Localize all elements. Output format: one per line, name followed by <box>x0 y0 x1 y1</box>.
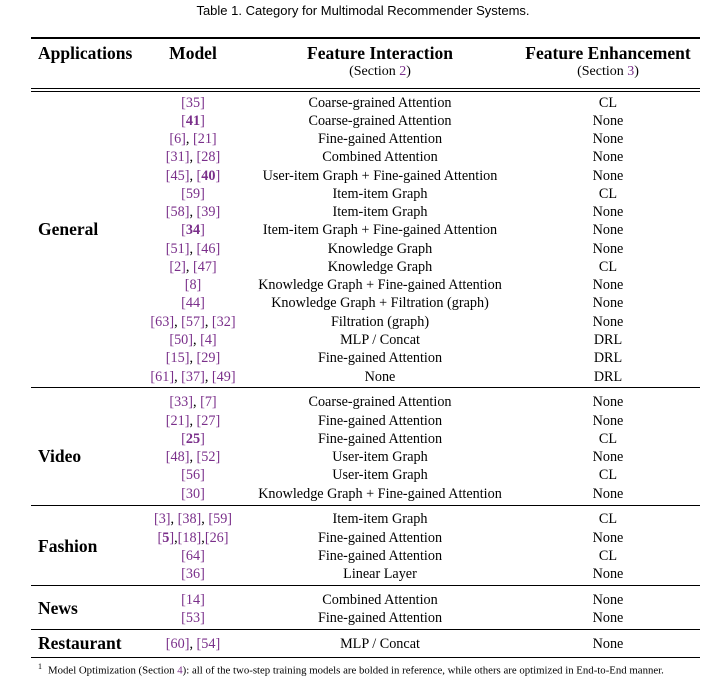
citation-bracket: ] <box>215 204 221 220</box>
citation-bracket: [ <box>181 222 186 238</box>
citation-bracket: ] <box>211 394 217 410</box>
citation-bracket: [ <box>196 241 202 257</box>
citation-bracket: [ <box>181 566 186 582</box>
citation-bracket: ] <box>169 369 175 385</box>
bottom-rule <box>31 657 700 658</box>
citation-bracket: [ <box>153 511 159 527</box>
citation-link[interactable]: 54 <box>201 636 216 652</box>
feature-interaction-cell: Combined Attention <box>322 149 438 165</box>
citation-bracket: ] <box>188 394 193 410</box>
citation-bracket: [ <box>165 204 171 220</box>
citation-bracket: ] <box>181 131 186 147</box>
feature-enhancement-cell: None <box>592 566 624 582</box>
citation-bracket: [ <box>200 332 205 348</box>
feature-interaction-cell: Fine-gained Attention <box>317 350 443 366</box>
citation-bracket: ] <box>215 168 221 184</box>
feature-enhancement-cell: DRL <box>593 350 623 366</box>
top-rule <box>31 37 700 39</box>
feature-enhancement-cell: CL <box>598 186 618 202</box>
feature-enhancement-cell: None <box>592 295 624 311</box>
citation-bracket: ] <box>200 295 205 311</box>
feature-enhancement-cell: CL <box>598 431 618 447</box>
citation-bracket: [ <box>184 277 190 293</box>
citation-bracket: ] <box>181 259 186 275</box>
citation-bracket: ] <box>230 314 236 330</box>
citation-link[interactable]: 30 <box>185 486 201 502</box>
citation-link[interactable]: 27 <box>201 413 216 429</box>
model-refs: [15], [29] <box>165 350 221 366</box>
citation-link[interactable]: 53 <box>185 610 201 626</box>
header-feature-enhancement: Feature Enhancement <box>525 43 691 63</box>
header-double-rule-1 <box>31 88 700 89</box>
citation-bracket: [ <box>181 486 186 502</box>
citation-bracket: ] <box>169 314 175 330</box>
citation-bracket: [ <box>169 394 175 410</box>
citation-bracket: [ <box>165 149 171 165</box>
application-label: Restaurant <box>38 633 122 653</box>
citation-bracket: ] <box>200 592 205 608</box>
feature-interaction-cell: User-item Graph + Fine-gained Attention <box>262 168 498 184</box>
citation-link[interactable]: 32 <box>216 314 231 330</box>
citation-link[interactable]: 5 <box>162 530 170 546</box>
citation-link[interactable]: 57 <box>185 314 201 330</box>
citation-bracket: ] <box>196 277 202 293</box>
application-label: News <box>38 598 78 618</box>
citation-bracket: [ <box>196 413 202 429</box>
model-refs: [6], [21] <box>169 131 217 147</box>
citation-link[interactable]: 49 <box>216 369 231 385</box>
citation-link[interactable]: 31 <box>170 149 185 165</box>
model-refs: [3], [38], [59] <box>153 511 233 527</box>
citation-bracket: ] <box>200 314 205 330</box>
section-link[interactable]: 2 <box>399 64 407 79</box>
citation-bracket: ] <box>200 566 205 582</box>
citation-bracket: [ <box>177 530 183 546</box>
citation-link[interactable]: 8 <box>189 277 197 293</box>
feature-enhancement-cell: DRL <box>593 332 623 348</box>
header-applications: Applications <box>38 43 133 63</box>
citation-link[interactable]: 4 <box>204 332 212 348</box>
model-refs <box>147 185 239 203</box>
model-refs <box>147 430 239 448</box>
group-separator-rule <box>31 585 700 586</box>
application-label: Video <box>38 446 82 466</box>
citation-link[interactable]: 40 <box>201 168 216 184</box>
citation-bracket: [ <box>181 113 186 129</box>
citation-bracket: ] <box>200 431 205 447</box>
citation-bracket: [ <box>193 131 198 147</box>
model-refs <box>147 547 239 565</box>
feature-interaction-cell: Filtration (graph) <box>330 314 430 330</box>
citation-bracket: ] <box>188 332 193 348</box>
citation-bracket: [ <box>196 449 202 465</box>
citation-bracket: ] <box>165 511 171 527</box>
citation-bracket: ] <box>200 548 205 564</box>
citation-bracket: ] <box>211 131 217 147</box>
citation-bracket: ] <box>215 413 221 429</box>
header-double-rule-2 <box>31 91 700 92</box>
feature-enhancement-cell: None <box>592 168 624 184</box>
model-refs: [21], [27] <box>165 413 221 429</box>
citation-bracket: [ <box>165 636 171 652</box>
citation-link[interactable]: 45 <box>170 168 185 184</box>
feature-interaction-cell: Fine-gained Attention <box>317 548 443 564</box>
footnote: $^1$ Model Optimization (Section 4): all of the two-step training models are bolded in reference, while others are optimized in End-to-End manner. <box>38 662 664 677</box>
citation-bracket: ] <box>227 511 233 527</box>
citation-bracket: [ <box>211 369 217 385</box>
feature-interaction-cell: None <box>364 369 396 385</box>
citation-bracket: ] <box>196 511 202 527</box>
citation-bracket: ] <box>200 113 205 129</box>
feature-enhancement-cell: CL <box>598 548 618 564</box>
feature-enhancement-cell: None <box>592 636 624 652</box>
citation-link[interactable]: 21 <box>197 131 212 147</box>
citation-link[interactable]: 33 <box>174 394 189 410</box>
citation-link[interactable]: 61 <box>155 369 170 385</box>
feature-interaction-cell: MLP / Concat <box>340 332 420 348</box>
model-refs: [50], [4] <box>169 332 217 348</box>
citation-link[interactable]: 52 <box>201 449 216 465</box>
feature-enhancement-cell: None <box>592 131 624 147</box>
citation-bracket: [ <box>196 149 202 165</box>
section-link[interactable]: 4 <box>177 664 183 677</box>
feature-enhancement-cell: None <box>592 486 624 502</box>
feature-interaction-cell: Knowledge Graph + Fine-gained Attention <box>258 486 502 502</box>
model-refs <box>147 485 239 503</box>
feature-enhancement-cell: None <box>592 113 624 129</box>
citation-link[interactable]: 37 <box>185 369 201 385</box>
citation-bracket: ] <box>215 449 221 465</box>
citation-bracket: [ <box>150 369 156 385</box>
feature-interaction-cell: Knowledge Graph + Filtration (graph) <box>271 295 489 311</box>
citation-link[interactable]: 29 <box>201 350 216 366</box>
header-feature-interaction-section: (Section 2) <box>349 64 411 79</box>
citation-bracket: ] <box>200 95 205 111</box>
feature-interaction-cell: Coarse-grained Attention <box>308 394 452 410</box>
citation-bracket: [ <box>169 332 175 348</box>
model-refs <box>147 112 239 130</box>
model-refs: [63], [57], [32] <box>150 314 236 330</box>
feature-interaction-cell: Knowledge Graph + Fine-gained Attention <box>258 277 502 293</box>
citation-bracket: [ <box>181 314 186 330</box>
citation-link[interactable]: 38 <box>182 511 197 527</box>
citation-bracket: ] <box>184 449 190 465</box>
citation-bracket: [ <box>177 511 183 527</box>
feature-interaction-cell: Linear Layer <box>343 566 417 582</box>
citation-bracket: ] <box>184 350 190 366</box>
citation-bracket: [ <box>165 413 171 429</box>
feature-interaction-cell: Knowledge Graph <box>327 259 433 275</box>
citation-link[interactable]: 14 <box>185 592 201 608</box>
citation-bracket: ] <box>184 413 190 429</box>
feature-enhancement-cell: None <box>592 592 624 608</box>
feature-enhancement-cell: CL <box>598 259 618 275</box>
feature-enhancement-cell: None <box>592 413 624 429</box>
citation-link[interactable]: 58 <box>170 204 185 220</box>
citation-link[interactable]: 28 <box>201 149 216 165</box>
group-separator-rule <box>31 629 700 630</box>
citation-link[interactable]: 2 <box>174 259 182 275</box>
model-refs <box>147 609 239 627</box>
group-separator-rule <box>31 505 700 506</box>
feature-interaction-cell: Fine-gained Attention <box>317 530 443 546</box>
citation-bracket: ] <box>196 530 202 546</box>
feature-interaction-cell: Combined Attention <box>322 592 438 608</box>
citation-bracket: ] <box>215 149 221 165</box>
citation-link[interactable]: 48 <box>170 449 185 465</box>
model-refs <box>147 276 239 294</box>
citation-bracket: ] <box>184 636 190 652</box>
citation-link[interactable]: 63 <box>155 314 170 330</box>
citation-bracket: ] <box>200 486 205 502</box>
citation-bracket: [ <box>169 259 175 275</box>
citation-bracket: [ <box>165 350 171 366</box>
citation-link[interactable]: 56 <box>185 467 201 483</box>
citation-bracket: [ <box>208 511 214 527</box>
feature-interaction-cell: User-item Graph <box>332 449 428 465</box>
citation-bracket: ] <box>184 168 190 184</box>
citation-bracket: [ <box>157 530 163 546</box>
citation-bracket: [ <box>193 259 198 275</box>
citation-bracket: ] <box>215 636 221 652</box>
citation-bracket: [ <box>196 168 202 184</box>
model-refs: [48], [52] <box>165 449 221 465</box>
feature-enhancement-cell: None <box>592 394 624 410</box>
header-feature-enhancement-section: (Section 3) <box>577 64 639 79</box>
citation-bracket: ] <box>230 369 236 385</box>
feature-interaction-cell: Fine-gained Attention <box>317 131 443 147</box>
model-refs <box>147 221 239 239</box>
citation-bracket: [ <box>196 204 202 220</box>
citation-link[interactable]: 51 <box>170 241 185 257</box>
feature-interaction-cell: Item-item Graph <box>332 186 428 202</box>
section-link[interactable]: 3 <box>627 64 635 79</box>
feature-interaction-cell: Fine-gained Attention <box>317 610 443 626</box>
application-label: General <box>38 219 99 239</box>
citation-link[interactable]: 50 <box>174 332 189 348</box>
feature-interaction-cell: Knowledge Graph <box>327 241 433 257</box>
citation-link[interactable]: 47 <box>197 259 212 275</box>
citation-bracket: [ <box>181 95 186 111</box>
citation-bracket: ] <box>200 186 205 202</box>
feature-enhancement-cell: None <box>592 449 624 465</box>
citation-bracket: [ <box>200 394 205 410</box>
model-refs <box>147 94 239 112</box>
model-refs: [58], [39] <box>165 204 221 220</box>
feature-enhancement-cell: None <box>592 610 624 626</box>
feature-enhancement-cell: CL <box>598 467 618 483</box>
model-refs <box>147 466 239 484</box>
citation-bracket: ] <box>169 530 175 546</box>
citation-bracket: [ <box>181 431 186 447</box>
model-refs: [31], [28] <box>165 149 221 165</box>
citation-bracket: ] <box>184 149 190 165</box>
header-model: Model <box>169 43 217 63</box>
model-refs <box>147 591 239 609</box>
feature-interaction-cell: MLP / Concat <box>340 636 420 652</box>
feature-interaction-cell: Item-item Graph <box>332 511 428 527</box>
citation-link[interactable]: 25 <box>185 431 201 447</box>
citation-bracket: [ <box>165 449 171 465</box>
citation-bracket: ] <box>215 241 221 257</box>
feature-interaction-cell: Coarse-grained Attention <box>308 95 452 111</box>
model-refs <box>147 565 239 583</box>
citation-bracket: ] <box>211 332 217 348</box>
citation-link[interactable]: 59 <box>185 186 201 202</box>
feature-enhancement-cell: None <box>592 204 624 220</box>
feature-enhancement-cell: CL <box>598 95 618 111</box>
citation-link[interactable]: 46 <box>201 241 216 257</box>
citation-bracket: [ <box>204 530 210 546</box>
feature-enhancement-cell: None <box>592 222 624 238</box>
model-refs: [45], [40] <box>165 168 221 184</box>
citation-bracket: [ <box>181 548 186 564</box>
citation-link[interactable]: 34 <box>185 222 201 238</box>
citation-link[interactable]: 6 <box>174 131 182 147</box>
model-refs: [61], [37], [49] <box>150 369 236 385</box>
citation-bracket: [ <box>211 314 217 330</box>
citation-bracket: [ <box>165 168 171 184</box>
model-refs <box>147 294 239 312</box>
citation-bracket: [ <box>196 636 202 652</box>
citation-link[interactable]: 26 <box>209 530 224 546</box>
citation-bracket: ] <box>223 530 229 546</box>
citation-bracket: [ <box>165 241 171 257</box>
model-refs: [5],[18],[26] <box>157 530 229 546</box>
feature-enhancement-cell: DRL <box>593 369 623 385</box>
citation-bracket: ] <box>184 241 190 257</box>
citation-link[interactable]: 15 <box>170 350 185 366</box>
feature-interaction-cell: Fine-gained Attention <box>317 413 443 429</box>
citation-link[interactable]: 64 <box>185 548 201 564</box>
citation-link[interactable]: 36 <box>185 566 201 582</box>
feature-enhancement-cell: None <box>592 241 624 257</box>
citation-bracket: ] <box>211 259 217 275</box>
feature-enhancement-cell: CL <box>598 511 618 527</box>
citation-bracket: [ <box>181 186 186 202</box>
citation-bracket: ] <box>200 467 205 483</box>
citation-bracket: [ <box>181 369 186 385</box>
citation-link[interactable]: 3 <box>158 511 166 527</box>
citation-bracket: ] <box>215 350 221 366</box>
feature-enhancement-cell: None <box>592 277 624 293</box>
group-separator-rule <box>31 387 700 388</box>
citation-link[interactable]: 21 <box>170 413 185 429</box>
model-refs: [51], [46] <box>165 241 221 257</box>
application-label: Fashion <box>38 536 98 556</box>
feature-interaction-cell: Item-item Graph <box>332 204 428 220</box>
citation-link[interactable]: 60 <box>170 636 185 652</box>
citation-bracket: ] <box>200 610 205 626</box>
header-feature-interaction: Feature Interaction <box>307 43 453 63</box>
citation-link[interactable]: 59 <box>213 511 228 527</box>
citation-link[interactable]: 7 <box>204 394 212 410</box>
citation-bracket: [ <box>196 350 202 366</box>
citation-bracket: ] <box>200 222 205 238</box>
feature-interaction-cell: Item-item Graph + Fine-gained Attention <box>262 222 498 238</box>
citation-bracket: [ <box>181 592 186 608</box>
citation-bracket: ] <box>200 369 205 385</box>
model-refs: [33], [7] <box>169 394 217 410</box>
feature-enhancement-cell: None <box>592 314 624 330</box>
citation-bracket: [ <box>150 314 156 330</box>
citation-link[interactable]: 41 <box>185 113 201 129</box>
feature-interaction-cell: Fine-gained Attention <box>317 431 443 447</box>
feature-enhancement-cell: None <box>592 530 624 546</box>
model-refs: [60], [54] <box>165 636 221 652</box>
table-caption: Table 1. Category for Multimodal Recommender Systems. <box>196 3 530 18</box>
citation-link[interactable]: 35 <box>185 95 201 111</box>
citation-link[interactable]: 39 <box>201 204 216 220</box>
citation-bracket: [ <box>181 467 186 483</box>
citation-bracket: [ <box>181 295 186 311</box>
citation-bracket: ] <box>184 204 190 220</box>
feature-interaction-cell: User-item Graph <box>332 467 428 483</box>
citation-bracket: [ <box>169 131 175 147</box>
feature-interaction-cell: Coarse-grained Attention <box>308 113 452 129</box>
citation-link[interactable]: 44 <box>185 295 201 311</box>
citation-link[interactable]: 18 <box>182 530 197 546</box>
citation-bracket: [ <box>181 610 186 626</box>
model-refs: [2], [47] <box>169 259 217 275</box>
feature-enhancement-cell: None <box>592 149 624 165</box>
